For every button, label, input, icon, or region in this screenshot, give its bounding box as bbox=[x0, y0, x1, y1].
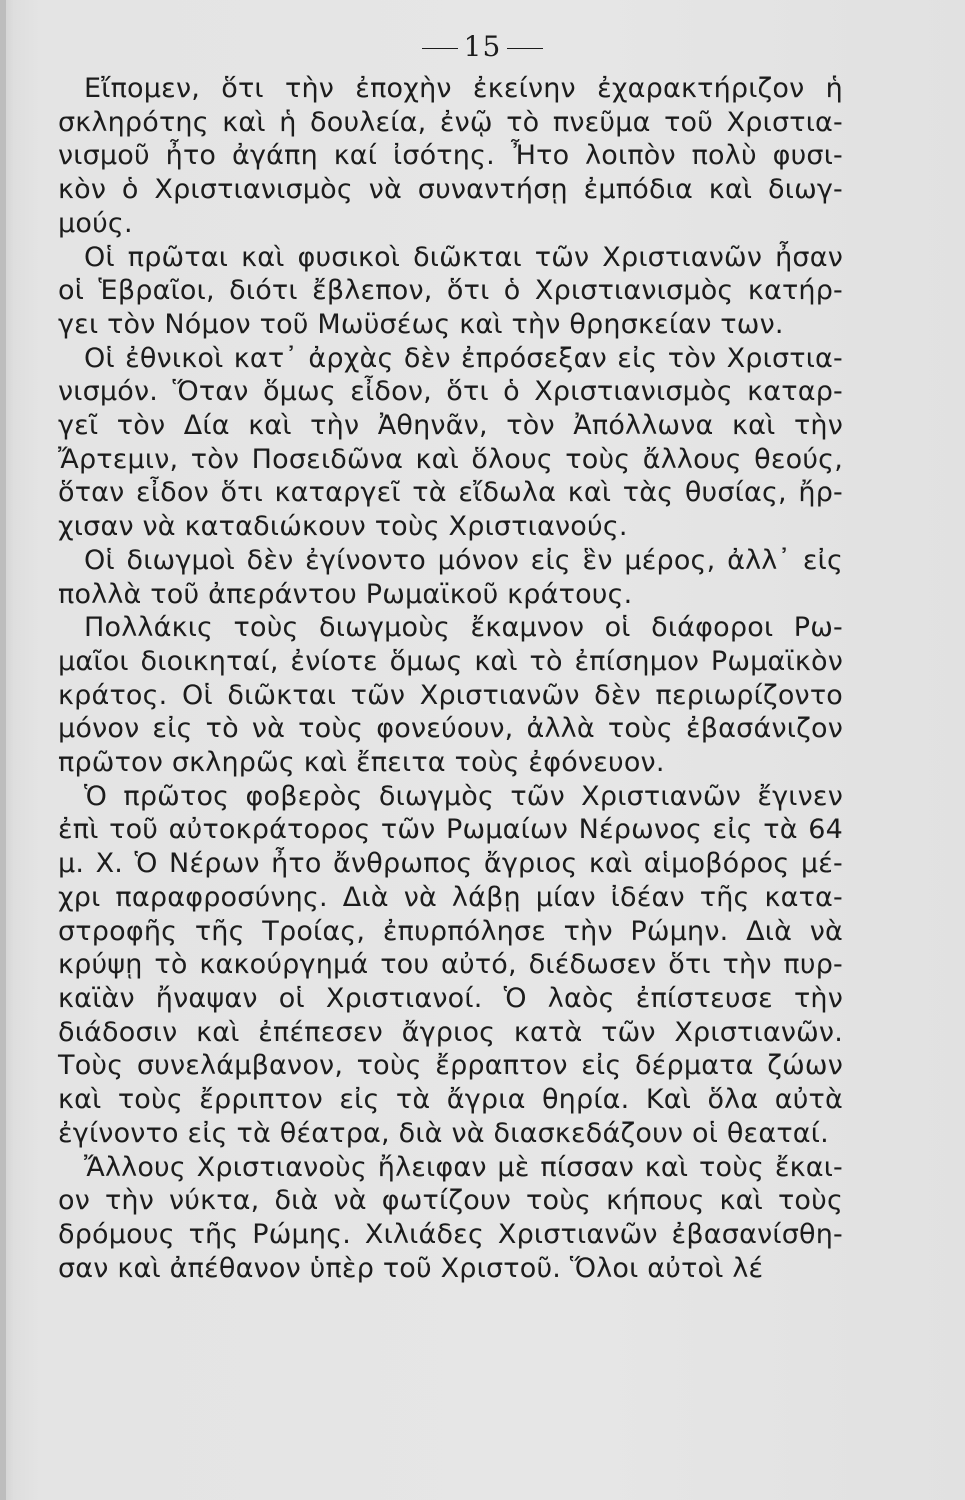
text-line: Ἄρτεμιν, τὸν Ποσειδῶνα καὶ ὅλους τοὺς ἄλλους θεούς, bbox=[58, 443, 843, 475]
paragraph bbox=[58, 1151, 843, 1286]
text-line: Τοὺς συνελάμβανον, τοὺς ἔρραπτον εἰς δέρματα ζώων bbox=[58, 1050, 843, 1082]
text-line: κρύψῃ τὸ κακούργημά του αὐτό, διέδωσεν ὅτι τὴν πυρ- bbox=[58, 949, 843, 981]
text-line: μαῖοι διοικηταί, ἐνίοτε ὅμως καὶ τὸ ἐπίσημον Ρωμαϊκὸν bbox=[58, 645, 843, 677]
text-line: καὶ τοὺς ἔρριπτον εἰς τὰ ἄγρια θηρία. Καὶ ὅλα αὐτὰ bbox=[58, 1084, 843, 1116]
text-line: μούς. bbox=[58, 207, 133, 239]
text-line: μόνον εἰς τὸ νὰ τοὺς φονεύουν, ἀλλὰ τοὺς ἐβασάνιζον bbox=[58, 713, 843, 745]
paragraph bbox=[58, 342, 843, 544]
text-line: μ. Χ. Ὁ Νέρων ἦτο ἄνθρωπος ἄγριος καὶ αἱμοβόρος μέ- bbox=[58, 848, 843, 880]
paragraph bbox=[58, 72, 843, 241]
text-line: γεῖ τὸν Δία καὶ τὴν Ἀθηνᾶν, τὸν Ἀπόλλωνα καὶ τὴν bbox=[58, 410, 843, 442]
text-line: πρῶτον σκληρῶς καὶ ἔπειτα τοὺς ἐφόνευον. bbox=[58, 747, 665, 779]
text-line: κράτος. Οἱ διῶκται τῶν Χριστιανῶν δὲν περιωρίζοντο bbox=[58, 679, 843, 711]
paragraph bbox=[58, 544, 843, 611]
folio-dash-right bbox=[507, 48, 543, 49]
paragraph bbox=[58, 611, 843, 780]
paragraph bbox=[58, 780, 843, 1151]
text-line: Ἄλλους Χριστιανοὺς ἤλειφαν μὲ πίσσαν καὶ τοὺς ἔκαι- bbox=[84, 1151, 843, 1183]
text-line: οἱ Ἑβραῖοι, διότι ἔβλεπον, ὅτι ὁ Χριστιανισμὸς κατήρ- bbox=[58, 275, 843, 307]
text-line: διάδοσιν καὶ ἐπέπεσεν ἄγριος κατὰ τῶν Χριστιανῶν. bbox=[58, 1016, 843, 1048]
text-line: ἐπὶ τοῦ αὐτοκράτορος τῶν Ρωμαίων Νέρωνος εἰς τὰ 64 bbox=[58, 814, 843, 846]
text-line: Πολλάκις τοὺς διωγμοὺς ἔκαμνον οἱ διάφοροι Ρω- bbox=[84, 612, 843, 644]
text-line: ὅταν εἶδον ὅτι καταργεῖ τὰ εἴδωλα καὶ τὰς θυσίας, ἤρ- bbox=[58, 477, 843, 509]
text-line: χισαν νὰ καταδιώκουν τοὺς Χριστιανούς. bbox=[58, 511, 628, 543]
text-line: Ὁ πρῶτος φοβερὸς διωγμὸς τῶν Χριστιανῶν ἔγινεν bbox=[84, 780, 843, 812]
page-number-text: 15 bbox=[463, 30, 502, 63]
text-line: γει τὸν Νόμον τοῦ Μωϋσέως καὶ τὴν θρησκείαν των. bbox=[58, 308, 784, 340]
body-text bbox=[58, 72, 843, 1285]
text-line: στροφῆς τῆς Τροίας, ἐπυρπόλησε τὴν Ρώμην. Διὰ νὰ bbox=[58, 915, 843, 947]
text-line: Οἱ διωγμοὶ δὲν ἐγίνοντο μόνον εἰς ἓν μέρος, ἀλλ᾽ εἰς bbox=[84, 544, 843, 576]
paragraph bbox=[58, 241, 843, 342]
page-binding-edge bbox=[0, 0, 6, 1500]
text-line: ἐγίνοντο εἰς τὰ θέατρα, διὰ νὰ διασκεδάζουν οἱ θεαταί. bbox=[58, 1117, 829, 1149]
text-line: νισμόν. Ὅταν ὅμως εἶδον, ὅτι ὁ Χριστιανισμὸς καταρ- bbox=[58, 376, 843, 408]
text-line: Εἴπομεν, ὅτι τὴν ἐποχὴν ἐκείνην ἐχαρακτήριζον ἡ bbox=[84, 73, 843, 104]
text-line: σκληρότης καὶ ἡ δουλεία, ἐνῷ τὸ πνεῦμα τοῦ Χριστια- bbox=[58, 106, 843, 138]
folio-dash-left bbox=[422, 48, 458, 49]
text-line: Οἱ ἐθνικοὶ κατ᾽ ἀρχὰς δὲν ἐπρόσεξαν εἰς τὸν Χριστια- bbox=[84, 342, 843, 374]
text-line: ον τὴν νύκτα, διὰ νὰ φωτίζουν τοὺς κήπους καὶ τοὺς bbox=[58, 1185, 843, 1217]
text-line: καϊὰν ἤναψαν οἱ Χριστιανοί. Ὁ λαὸς ἐπίστευσε τὴν bbox=[58, 982, 843, 1014]
text-line: κὸν ὁ Χριστιανισμὸς νὰ συναντήσῃ ἐμπόδια καὶ διωγ- bbox=[58, 174, 843, 206]
text-line: χρι παραφροσύνης. Διὰ νὰ λάβῃ μίαν ἰδέαν τῆς κατα- bbox=[58, 881, 843, 913]
page-number bbox=[0, 30, 965, 63]
text-line: πολλὰ τοῦ ἀπεράντου Ρωμαϊκοῦ κράτους. bbox=[58, 578, 633, 610]
text-line: σαν καὶ ἀπέθανον ὑπὲρ τοῦ Χριστοῦ. Ὅλοι αὐτοὶ λέ bbox=[58, 1252, 764, 1284]
text-line: νισμοῦ ἦτο ἀγάπη καί ἰσότης. Ἦτο λοιπὸν πολὺ φυσι- bbox=[58, 140, 843, 172]
text-line: Οἱ πρῶται καὶ φυσικοὶ διῶκται τῶν Χριστιανῶν ἦσαν bbox=[84, 241, 843, 273]
text-line: δρόμους τῆς Ρώμης. Χιλιάδες Χριστιανῶν ἐβασανίσθη- bbox=[58, 1218, 843, 1250]
